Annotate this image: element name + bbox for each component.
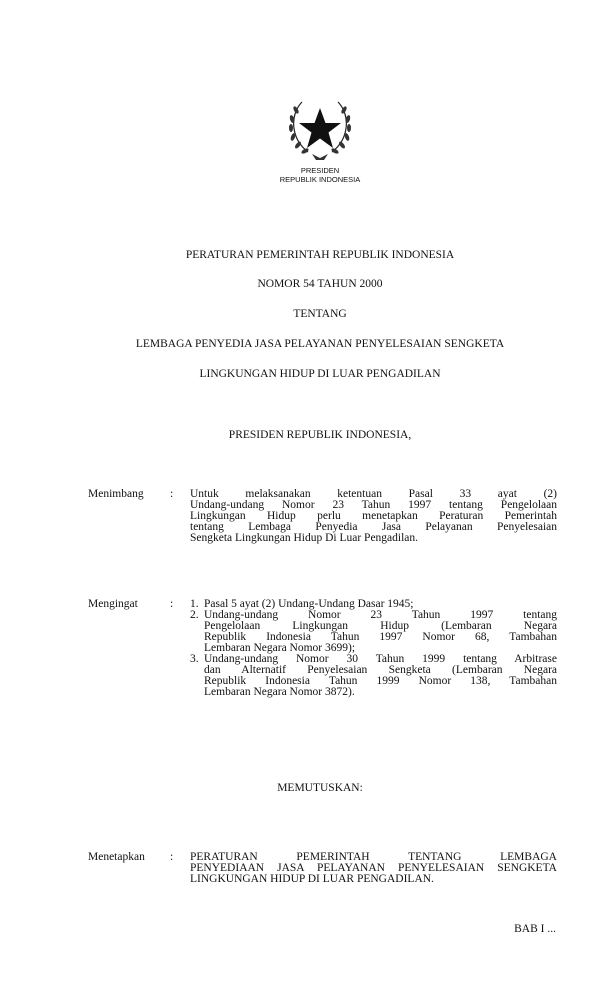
list-item-text xyxy=(204,610,557,654)
text-line: Sengketa Lingkungan Hidup Di Luar Pengadilan. xyxy=(190,532,419,544)
text-line: Pengelolaan Lingkungan Hidup (Lembaran Negara xyxy=(204,620,557,632)
menetapkan-label: Menetapkan xyxy=(88,851,145,863)
text-line: PERATURAN PEMERINTAH TENTANG LEMBAGA xyxy=(190,851,557,863)
list-number: 1. xyxy=(190,598,199,610)
title-number: NOMOR 54 TAHUN 2000 xyxy=(257,278,383,290)
text-line: tentang Lembaga Penyedia Jasa Pelayanan Penyelesaian xyxy=(190,521,557,533)
text-line: Republik Indonesia Tahun 1999 Nomor 138, Tambahan xyxy=(204,675,557,687)
menimbang-label: Menimbang xyxy=(88,488,144,500)
text-line: Undang-undang Nomor 30 Tahun 1999 tentang Arbitrase xyxy=(204,653,557,665)
title-subject-1: LEMBAGA PENYEDIA JASA PELAYANAN PENYELESAIAN SENGKETA xyxy=(135,338,505,350)
emblem-star-wreath-icon xyxy=(282,92,358,164)
text-line: Lingkungan Hidup perlu menetapkan Peraturan Pemerintah xyxy=(190,510,557,522)
mengingat-list xyxy=(190,599,557,698)
text-line: Lembaran Negara Nomor 3699); xyxy=(204,642,356,654)
menimbang-colon: : xyxy=(170,488,174,500)
emblem-caption-2: REPUBLIK INDONESIA xyxy=(279,175,361,184)
emblem-caption-1: PRESIDEN xyxy=(300,166,340,175)
mengingat-colon: : xyxy=(170,598,174,610)
text-line: PENYEDIAAN JASA PELAYANAN PENYELESAIAN SENGKETA xyxy=(190,862,557,874)
list-number: 3. xyxy=(190,653,199,665)
menimbang-body xyxy=(190,489,557,544)
memutuskan-heading: MEMUTUSKAN: xyxy=(277,782,363,794)
menetapkan-body xyxy=(190,852,557,885)
list-item-text xyxy=(204,654,557,698)
title-line-1: PERATURAN PEMERINTAH REPUBLIK INDONESIA xyxy=(185,249,455,261)
text-line: dan Alternatif Penyelesaian Sengketa (Lembaran Negara xyxy=(204,664,557,676)
text-line: Untuk melaksanakan ketentuan Pasal 33 ayat (2) xyxy=(190,488,557,500)
menetapkan-colon: : xyxy=(170,851,174,863)
text-line: Republik Indonesia Tahun 1997 Nomor 68, Tambahan xyxy=(204,631,557,643)
next-page-catchword: BAB I ... xyxy=(514,923,556,935)
title-tentang: TENTANG xyxy=(293,308,347,320)
text-line: Pasal 5 ayat (2) Undang-Undang Dasar 1945; xyxy=(204,598,414,610)
title-subject-2: LINGKUNGAN HIDUP DI LUAR PENGADILAN xyxy=(199,368,441,380)
text-line: Lembaran Negara Nomor 3872). xyxy=(204,686,355,698)
president-heading: PRESIDEN REPUBLIK INDONESIA, xyxy=(228,429,412,441)
text-line: LINGKUNGAN HIDUP DI LUAR PENGADILAN. xyxy=(190,873,434,885)
text-line: Undang-undang Nomor 23 Tahun 1997 tentang xyxy=(204,609,557,621)
list-item xyxy=(190,654,557,698)
text-line: Undang-undang Nomor 23 Tahun 1997 tentang Pengelolaan xyxy=(190,499,557,511)
mengingat-label: Mengingat xyxy=(88,598,138,610)
state-emblem xyxy=(282,92,358,164)
list-number: 2. xyxy=(190,609,199,621)
list-item xyxy=(190,610,557,654)
